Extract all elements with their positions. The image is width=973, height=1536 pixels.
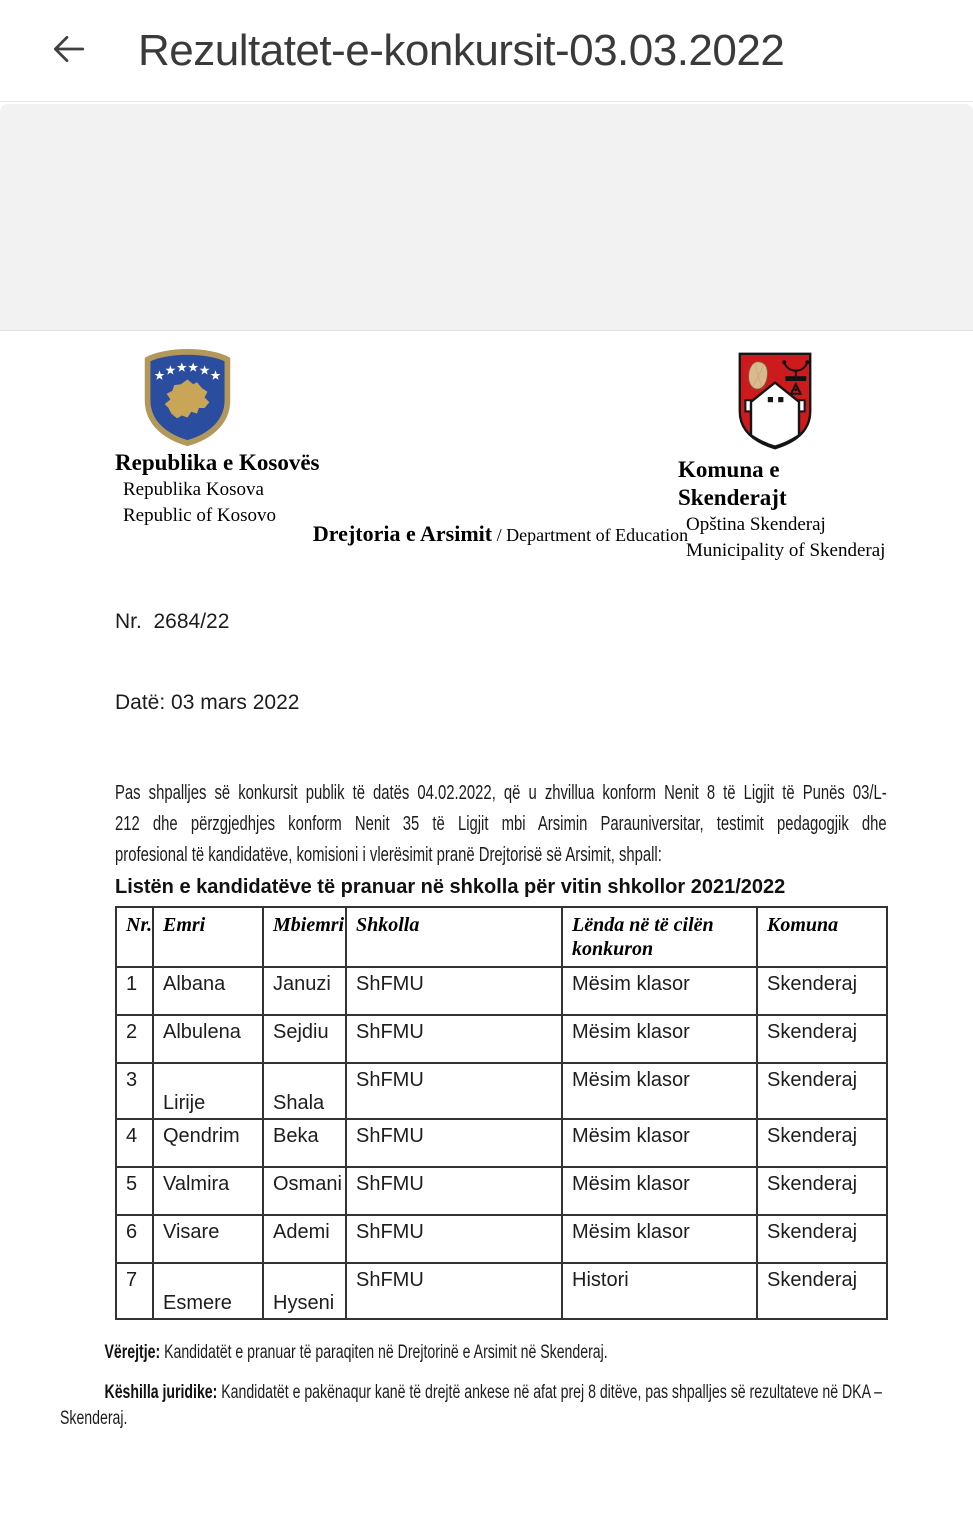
legal-text: Kandidatët e pakënaqur kanë të drejtë ankese në afat prej 8 ditëve, pas shpalljes së rezultateve në DKA – Skenderaj. <box>60 1382 882 1429</box>
cell: Mësim klasor <box>562 1119 757 1167</box>
cell: Skenderaj <box>757 1167 887 1215</box>
cell: Ademi <box>263 1215 346 1263</box>
remark-text: Kandidatët e pranuar të paraqiten në Drejtorinë e Arsimit në Skenderaj. <box>164 1342 608 1363</box>
document-page <box>0 331 973 1432</box>
cell: Lirije <box>153 1063 263 1119</box>
cell: Shala <box>263 1063 346 1119</box>
notes-section <box>60 1340 915 1432</box>
table-row <box>116 1167 887 1215</box>
header-cell: Emri <box>153 907 263 967</box>
table-row <box>116 1015 887 1063</box>
header-cell: Shkolla <box>346 907 562 967</box>
skenderaj-title: Komuna e Skenderajt <box>678 457 787 510</box>
kosovo-coat-of-arms-icon <box>140 349 235 451</box>
document-scroll-area[interactable] <box>0 104 973 1432</box>
cell: Sejdiu <box>263 1015 346 1063</box>
table-row <box>116 967 887 1015</box>
cell: 7 <box>116 1263 153 1319</box>
viewer-background-gap <box>0 104 973 331</box>
legal-note <box>60 1380 915 1432</box>
header-cell: Nr. <box>116 907 153 967</box>
table-row <box>116 1119 887 1167</box>
cell: ShFMU <box>346 1015 562 1063</box>
list-title: Listën e kandidatëve të pranuar në shkolla për vitin shkollor 2021/2022 <box>115 876 786 898</box>
skenderaj-names <box>678 456 886 564</box>
protocol-number: Nr. 2684/22 <box>115 610 230 633</box>
cell: Mësim klasor <box>562 1015 757 1063</box>
header-cell: Mbiemri <box>263 907 346 967</box>
cell: ShFMU <box>346 1063 562 1119</box>
cell: Qendrim <box>153 1119 263 1167</box>
skenderaj-coat-of-arms-icon <box>735 349 815 458</box>
cell: 6 <box>116 1215 153 1263</box>
cell: 1 <box>116 967 153 1015</box>
table-row <box>116 1063 887 1119</box>
protocol-date: Datë: 03 mars 2022 <box>115 691 300 714</box>
cell: ShFMU <box>346 967 562 1015</box>
intro-paragraph <box>115 778 887 871</box>
cell: ShFMU <box>346 1167 562 1215</box>
kosovo-title-sr: Republika Kosova <box>123 479 264 500</box>
document-title: Rezultatet-e-konkursit-03.03.2022 <box>138 25 785 75</box>
intro-line: Pas shpalljes së konkursit publik të datës 04.02.2022, që u zhvillua konform Nenit 8 të Ligjit të Punës 03/L- <box>115 782 887 804</box>
cell: ShFMU <box>346 1119 562 1167</box>
cell: Esmere <box>153 1263 263 1319</box>
results-table <box>115 906 888 1320</box>
cell: Skenderaj <box>757 1063 887 1119</box>
back-button[interactable] <box>40 23 96 79</box>
cell: Skenderaj <box>757 1119 887 1167</box>
skenderaj-title-sr: Opština Skenderaj <box>686 514 826 535</box>
cell: ShFMU <box>346 1263 562 1319</box>
cell: Skenderaj <box>757 967 887 1015</box>
cell: Skenderaj <box>757 1215 887 1263</box>
remark-label: Vërejtje: <box>104 1342 161 1363</box>
cell: ShFMU <box>346 1215 562 1263</box>
cell: Januzi <box>263 967 346 1015</box>
cell: Mësim klasor <box>562 1063 757 1119</box>
cell: Skenderaj <box>757 1015 887 1063</box>
cell: 2 <box>116 1015 153 1063</box>
table-row <box>116 1263 887 1319</box>
header-cell: Komuna <box>757 907 887 967</box>
cell: Mësim klasor <box>562 1167 757 1215</box>
cell: 3 <box>116 1063 153 1119</box>
intro-line: profesional të kandidatëve, komisioni i vlerësimit pranë Drejtorisë së Arsimit, shpall: <box>115 844 662 866</box>
legal-label: Këshilla juridike: <box>104 1382 218 1403</box>
cell: Valmira <box>153 1167 263 1215</box>
app-bar <box>0 0 973 102</box>
cell: Albana <box>153 967 263 1015</box>
cell: Beka <box>263 1119 346 1167</box>
cell: Visare <box>153 1215 263 1263</box>
table-header-row <box>116 907 887 967</box>
remark-note <box>60 1340 915 1366</box>
kosovo-title: Republika e Kosovës <box>115 450 320 475</box>
protocol-meta <box>115 554 886 770</box>
cell: 4 <box>116 1119 153 1167</box>
cell: Histori <box>562 1263 757 1319</box>
intro-line: 212 dhe përzgjedhjes konform Nenit 35 të Ligjit mbi Arsimin Parauniversitar, testimit pedagogjik dhe <box>115 813 887 835</box>
cell: Skenderaj <box>757 1263 887 1319</box>
department-name-sq: Drejtoria e Arsimit <box>312 521 493 546</box>
kosovo-names <box>115 449 319 529</box>
cell: Albulena <box>153 1015 263 1063</box>
arrow-left-icon <box>49 30 87 71</box>
kosovo-title-en: Republic of Kosovo <box>123 505 277 526</box>
cell: 5 <box>116 1167 153 1215</box>
header-cell: Lënda në të cilën konkuron <box>562 907 757 967</box>
department-line: Drejtoria e Arsimit / Department of Education <box>312 521 689 546</box>
table-row <box>116 1215 887 1263</box>
skenderaj-title-en: Municipality of Skenderaj <box>686 540 886 561</box>
cell: Mësim klasor <box>562 967 757 1015</box>
department-name-en: Department of Education <box>506 525 689 545</box>
cell: Osmani <box>263 1167 346 1215</box>
cell: Mësim klasor <box>562 1215 757 1263</box>
cell: Hyseni <box>263 1263 346 1319</box>
